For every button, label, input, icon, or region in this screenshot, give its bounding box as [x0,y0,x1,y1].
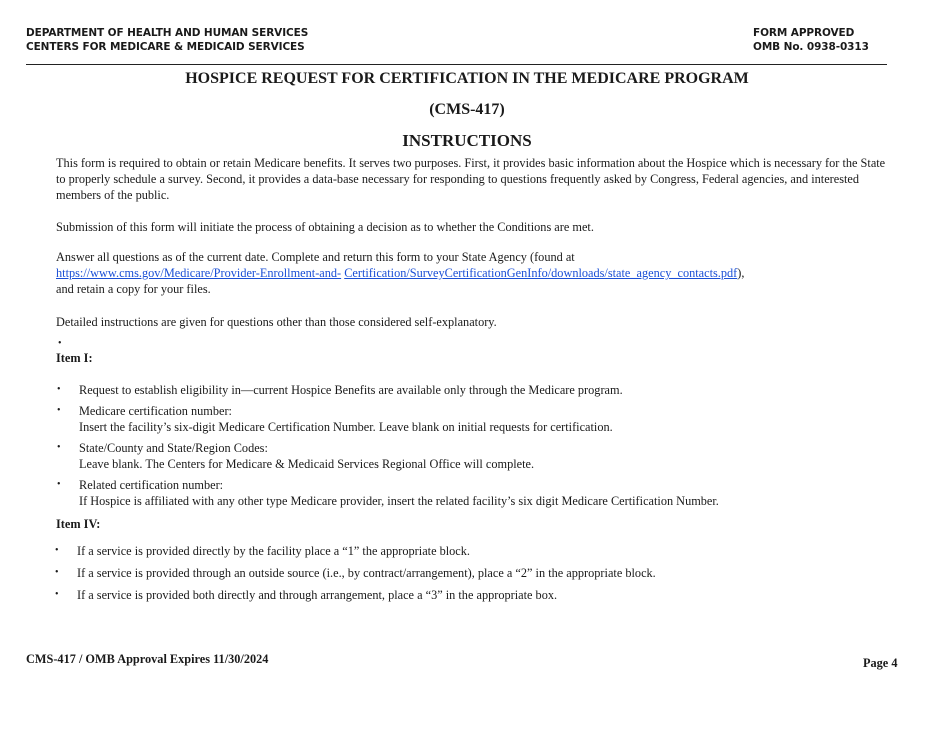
bullet-icon: • [55,545,59,556]
state-agency-link-part2[interactable]: Certification/SurveyCertificationGenInfo/downloads/state_agency_contacts.pdf [344,266,738,280]
answer-close: ), [737,266,745,280]
bullet-icon: • [57,442,61,453]
instructions-heading: INSTRUCTIONS [402,131,532,150]
item-4-heading: Item IV: [56,517,101,531]
bullet-icon: • [55,567,59,578]
list-item-text: If a service is provided through an outside source (i.e., by contract/arrangement), place a “2” in the appropriate block. [77,566,656,580]
item-1-heading: Item I: [56,351,93,365]
footer-expiry: CMS-417 / OMB Approval Expires 11/30/2024 [26,652,269,666]
bullet-icon: • [57,384,61,395]
list-item-detail: Leave blank. The Centers for Medicare & Medicaid Services Regional Office will complete. [79,457,535,471]
bullet-icon: • [55,589,59,600]
list-item-detail: Insert the facility’s six-digit Medicare Certification Number. Leave blank on initial requests for certification. [79,420,613,434]
state-agency-link-part1[interactable]: https://www.cms.gov/Medicare/Provider-Enrollment-and- [56,266,342,280]
detail-paragraph: Detailed instructions are given for questions other than those considered self-explanatory. [56,315,497,329]
form-code: (CMS-417) [429,101,505,118]
list-item [57,440,879,472]
list-item-title: Related certification number: [79,478,224,492]
list-item-title: Request to establish eligibility in—current Hospice Benefits are available only through the Medicare program. [79,383,623,397]
intro-paragraph: This form is required to obtain or retain Medicare benefits. It serves two purposes. First, it provides basic information about the Hospice which is necessary for the State to properly schedule a survey. Second, it provides a data-base necessary for responding to questions frequently asked by Congress, Federal agencies, and interested members of the public. [56,156,886,202]
list-item [57,403,879,435]
header-approval [753,26,869,54]
list-item-title: Medicare certification number: [79,404,232,418]
bullet-icon: • [57,479,61,490]
list-item [57,477,879,509]
page-title: HOSPICE REQUEST FOR CERTIFICATION IN THE MEDICARE PROGRAM [185,70,749,87]
list-item [55,565,877,581]
answer-intro: Answer all questions as of the current date. Complete and return this form to your State Agency (found at [56,250,575,264]
answer-end: and retain a copy for your files. [56,282,211,296]
submission-paragraph: Submission of this form will initiate the process of obtaining a decision as to whether the Conditions are met. [56,220,594,234]
list-item [55,543,877,559]
header-divider [26,64,887,65]
header-agency [26,26,308,54]
stray-bullet: • [58,338,62,349]
bullet-icon: • [57,405,61,416]
list-item [55,587,877,603]
dept-line-2: CENTERS FOR MEDICARE & MEDICAID SERVICES [26,41,305,53]
answer-paragraph [56,249,886,297]
list-item-detail: If Hospice is affiliated with any other type Medicare provider, insert the related facility’s six digit Medicare Certification Number. [79,494,719,508]
list-item-text: If a service is provided directly by the facility place a “1” the appropriate block. [77,544,470,558]
form-approved-label: FORM APPROVED [753,27,855,39]
list-item-title: State/County and State/Region Codes: [79,441,268,455]
page-number: Page 4 [863,656,898,670]
list-item [57,382,879,398]
omb-number: OMB No. 0938-0313 [753,41,869,53]
list-item-text: If a service is provided both directly and through arrangement, place a “3” in the appropriate box. [77,588,558,602]
dept-line-1: DEPARTMENT OF HEALTH AND HUMAN SERVICES [26,27,309,39]
